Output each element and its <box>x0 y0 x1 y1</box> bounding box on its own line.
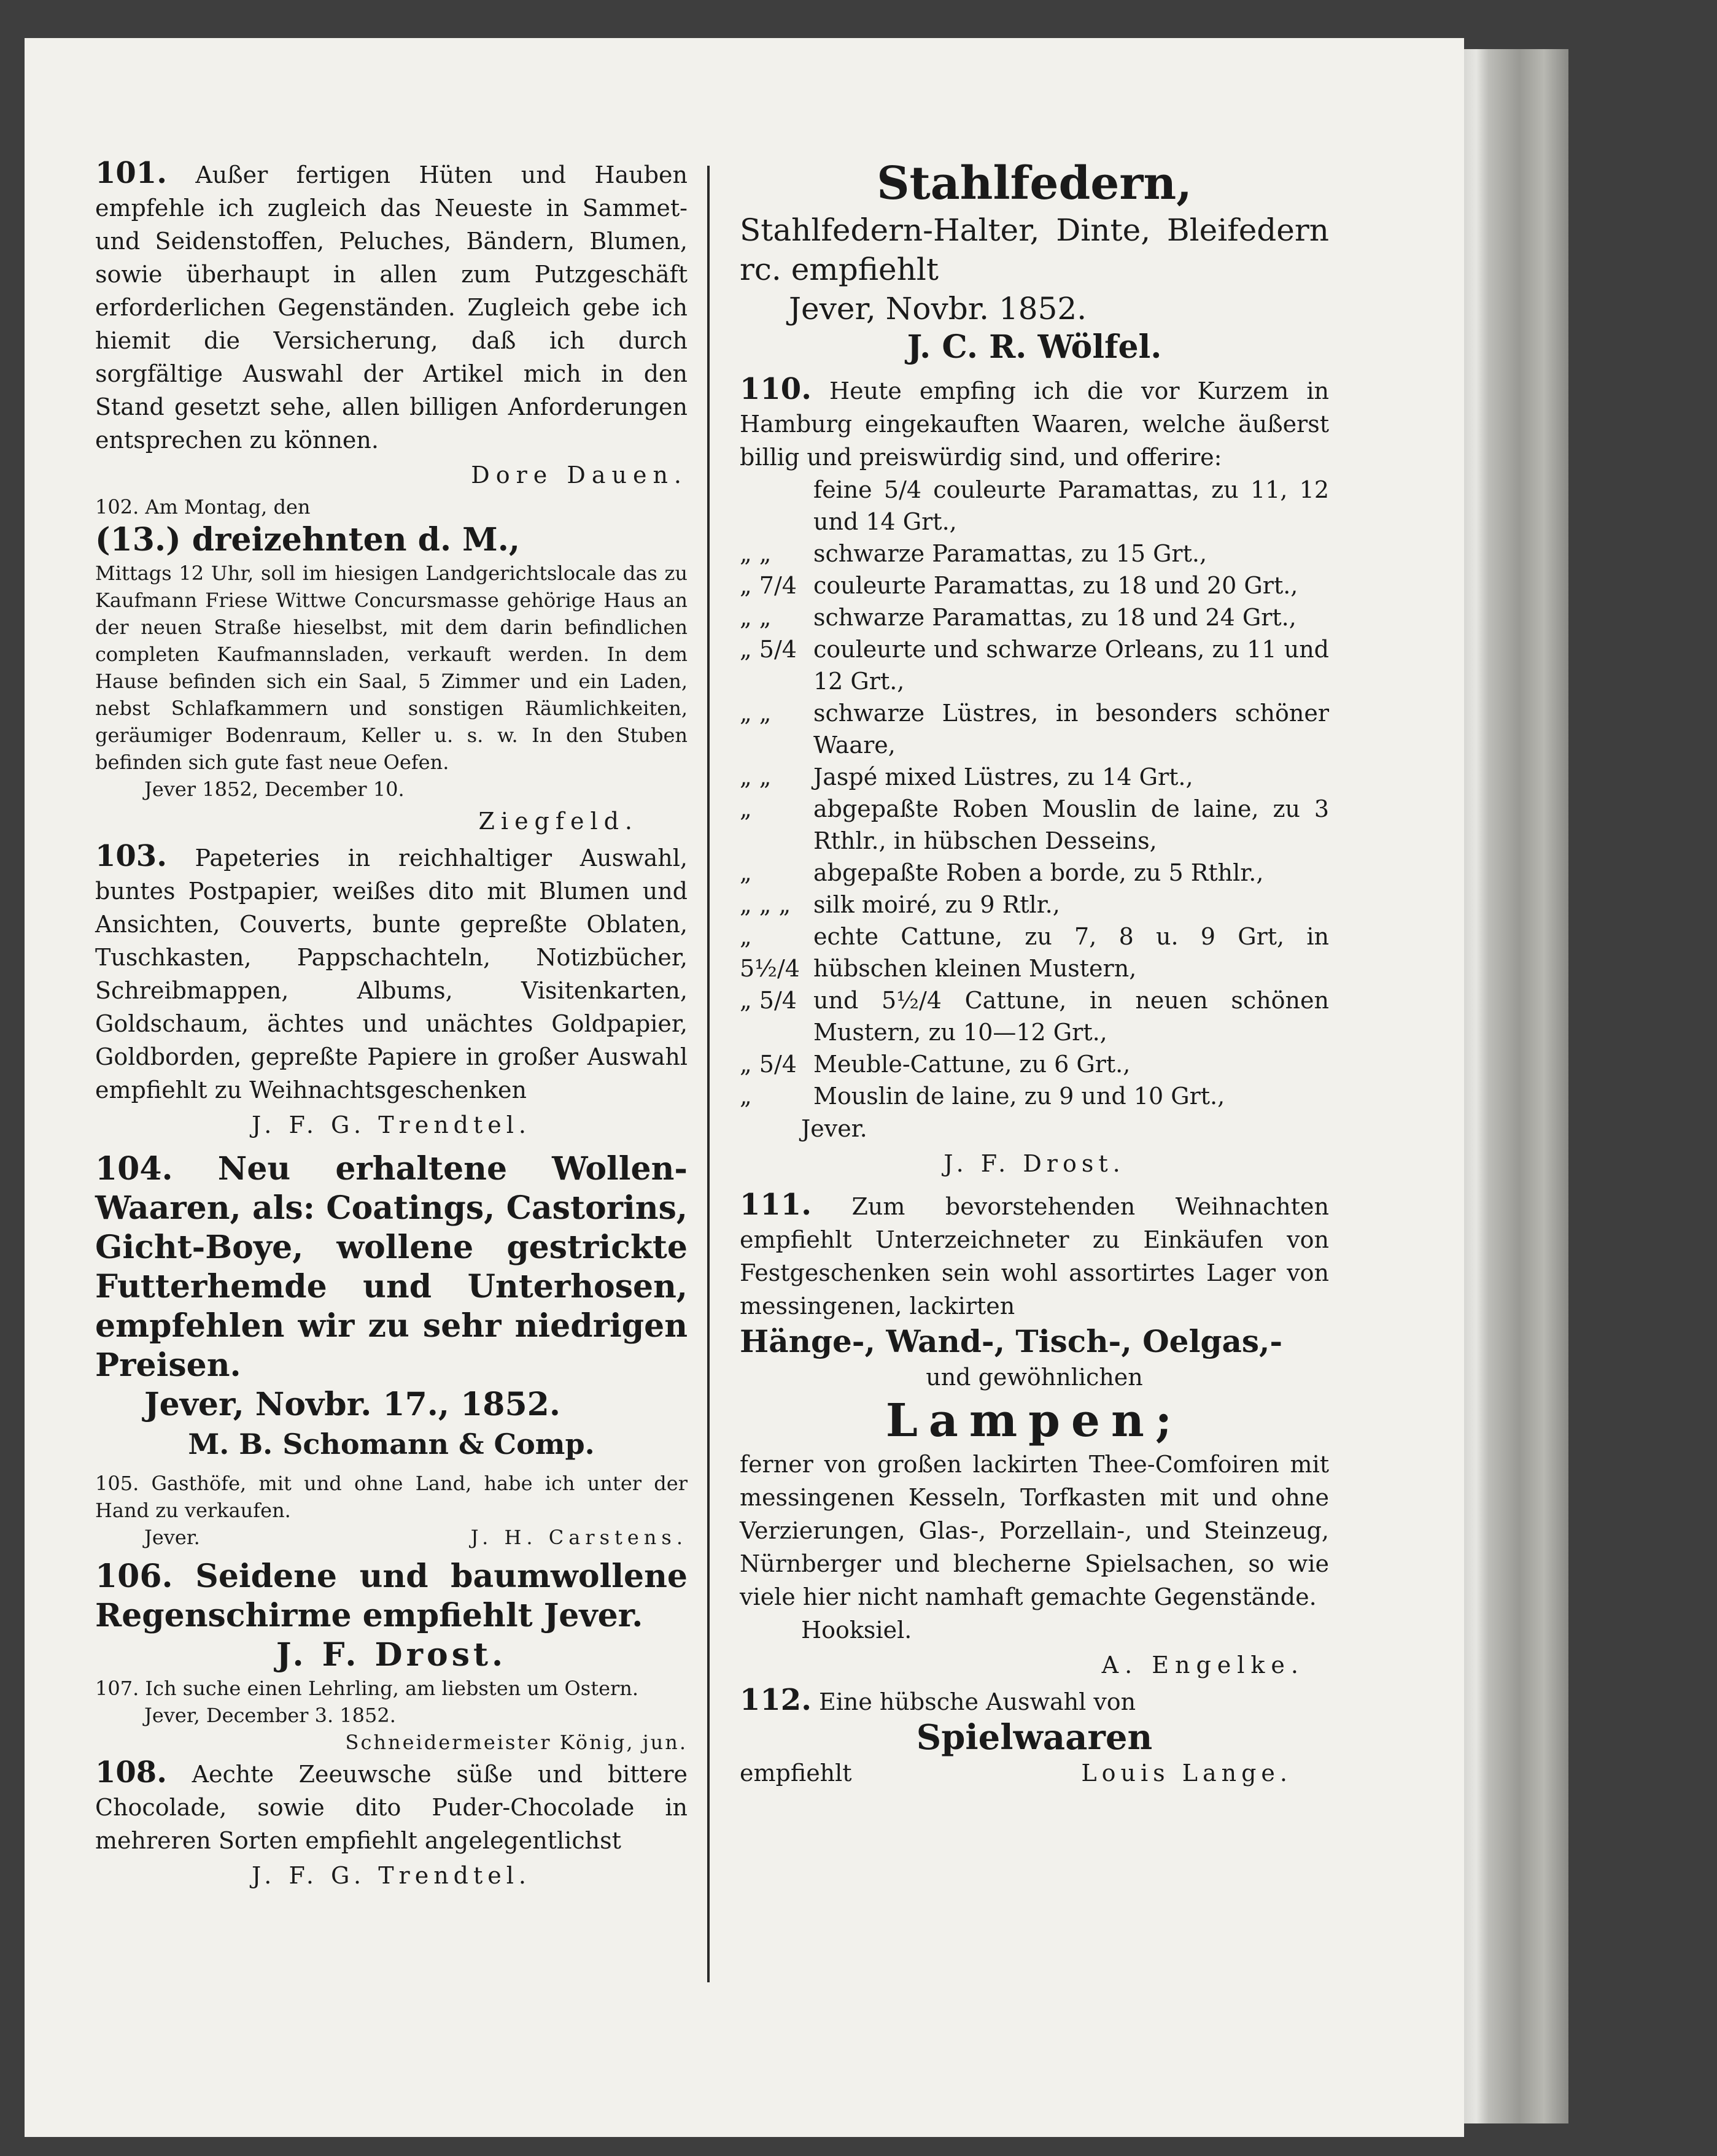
price-list-item <box>740 697 1329 761</box>
ad-112-intro <box>740 1683 1329 1718</box>
ad-number: 105. <box>95 1472 139 1495</box>
ad-109 <box>740 156 1329 366</box>
ad-number: 110. <box>740 372 812 406</box>
ditto-mark: „ „ <box>740 540 772 567</box>
price-list-item <box>740 921 1329 984</box>
ad-footer <box>95 1524 688 1551</box>
price-list-item-text: Jaspé mixed Lüstres, zu 14 Grt., <box>813 763 1193 790</box>
ad-text: Außer fertigen Hüten und Hauben empfehle ich zugleich das Neueste in Sammet- und Seidenstoffen, Peluches, Bändern, Blumen, sowie überhaupt in allen zum Putzgeschäft erforderlichen Gegenständen. Zugleich gebe ich hiemit die Versicherung, daß ich durch sorgfältige Auswahl der Artikel mich in den Stand gesetzt sehe, allen billigen Anforderungen entsprechen zu können. <box>95 161 688 454</box>
ad-signature: J. F. Drost. <box>276 1636 507 1674</box>
ditto-mark <box>740 474 813 538</box>
ad-date: Jever 1852, December 10. <box>144 778 405 801</box>
ad-103-body <box>95 840 688 1107</box>
ad-104 <box>95 1149 688 1464</box>
ditto-mark: „ 5/4 <box>740 1051 797 1078</box>
ad-105-body <box>95 1470 688 1524</box>
ditto-mark: „ „ <box>740 604 772 631</box>
ad-signature: Ziegfeld. <box>478 808 638 835</box>
price-list-item <box>740 761 1329 793</box>
ad-107-body <box>95 1675 688 1702</box>
price-list-item <box>740 1048 1329 1080</box>
price-list-item-text: feine 5/4 couleurte Paramattas, zu 11, 12 und 14 Grt., <box>813 476 1329 535</box>
price-list-item <box>740 889 1329 921</box>
page-edge-stack <box>1464 49 1568 2123</box>
ditto-mark: „ 5½/4 <box>740 923 800 982</box>
ad-mid: und gewöhnlichen <box>926 1364 1143 1391</box>
ad-number: 112. <box>740 1683 812 1717</box>
price-list-item-text: und 5½/4 Cattune, in neuen schönen Mustern, zu 10—12 Grt., <box>813 987 1329 1046</box>
ad-signature: J. C. R. Wölfel. <box>907 328 1162 366</box>
ad-place: Jever. <box>801 1115 867 1142</box>
price-list-item-text: couleurte Paramattas, zu 18 und 20 Grt., <box>813 572 1298 599</box>
ad-headline-2: Lampen; <box>885 1394 1184 1447</box>
price-list-item-text: silk moiré, zu 9 Rtlr., <box>813 891 1060 918</box>
ad-intro: Eine hübsche Auswahl von <box>819 1688 1136 1715</box>
ditto-mark: „ <box>740 859 752 886</box>
ad-text: Aechte Zeeuwsche süße und bittere Chocolade, sowie dito Puder-Chocolade in mehreren Sorten empfiehlt angelegentlichst <box>95 1761 688 1854</box>
ditto-mark: „ <box>740 795 752 822</box>
ad-headline: Spielwaaren <box>916 1717 1153 1758</box>
ad-102 <box>95 493 688 840</box>
ad-headline: (13.) dreizehnten d. M., <box>95 521 520 558</box>
ad-signature: J. H. Carstens. <box>470 1526 688 1549</box>
ad-107 <box>95 1675 688 1756</box>
ad-111-body <box>740 1188 1329 1323</box>
ad-intro: Heute empfing ich die vor Kurzem in Hamburg eingekauften Waaren, welche äußerst billig und preiswürdig sind, und offerire: <box>740 377 1329 471</box>
ad-text: Seidene und baumwollene Regenschirme empfiehlt Jever. <box>95 1558 688 1634</box>
price-list-item-text: abgepaßte Roben Mouslin de laine, zu 3 Rthlr., in hübschen Desseins, <box>813 795 1329 854</box>
ad-103 <box>95 840 688 1143</box>
ditto-mark: „ 5/4 <box>740 987 797 1014</box>
ditto-mark: „ 7/4 <box>740 572 797 599</box>
ditto-mark: „ 5/4 <box>740 636 797 663</box>
ad-date: Jever, December 3. 1852. <box>144 1704 396 1727</box>
ad-text: Neu erhaltene Wollen-Waaren, als: Coatings, Castorins, Gicht-Boye, wollene gestrickte Futterhemde und Unterhosen, empfehlen wir zu sehr niedrigen Preisen. <box>95 1150 688 1384</box>
price-list-item-text: couleurte und schwarze Orleans, zu 11 und 12 Grt., <box>813 636 1329 695</box>
price-list-item <box>740 538 1329 570</box>
ad-text: Gasthöfe, mit und ohne Land, habe ich unter der Hand zu verkaufen. <box>95 1472 688 1522</box>
right-column <box>740 156 1329 1790</box>
ditto-mark: „ „ <box>740 700 772 727</box>
price-list-item <box>740 1080 1329 1112</box>
ad-text: Mittags 12 Uhr, soll im hiesigen Landgerichtslocale das zu Kaufmann Friese Wittwe Concursmasse gehörige Haus an der neuen Straße hieselbst, mit dem darin befindlichen completen Kaufmannsladen, verkauft werden. In dem Hause befinden sich ein Saal, 5 Zimmer und ein Laden, nebst Schlafkammern und sonstigen Räumlichkeiten, geräumiger Bodenraum, Keller u. s. w. In den Stuben befinden sich gute fast neue Oefen. <box>95 562 688 774</box>
price-list-item-text: schwarze Paramattas, zu 18 und 24 Grt., <box>813 604 1296 631</box>
column-divider <box>707 166 710 1982</box>
ad-text-2: ferner von großen lackirten Thee-Comfoiren mit messingenen Kesseln, Torfkasten mit und ohne Verzierungen, Glas-, Porzellain-, und Steinzeug, Nürnberger und blecherne Spielsachen, so wie viele hier nicht namhaft gemachte Gegenstände. <box>740 1451 1329 1610</box>
ad-110 <box>740 373 1329 1182</box>
price-list-item-text: schwarze Paramattas, zu 15 Grt., <box>813 540 1207 567</box>
ad-signature: A. Engelke. <box>1101 1652 1304 1679</box>
price-list-item-text: echte Cattune, zu 7, 8 u. 9 Grt, in hübschen kleinen Mustern, <box>813 923 1329 982</box>
ditto-mark: „ <box>740 1083 752 1110</box>
ad-number: 108. <box>95 1755 167 1790</box>
ad-signature: Dore Dauen. <box>471 462 688 489</box>
ad-headline: Stahlfedern, <box>877 157 1192 210</box>
ad-number: 102. <box>95 495 139 519</box>
ad-signature: J. F. Drost. <box>944 1150 1125 1177</box>
ad-105 <box>95 1470 688 1551</box>
price-list-item <box>740 474 1329 538</box>
price-list-item <box>740 633 1329 697</box>
ad-number: 111. <box>740 1188 812 1222</box>
ad-headline-1: Hänge-, Wand-, Tisch-, Oelgas,- <box>740 1323 1283 1359</box>
ad-106 <box>95 1557 688 1675</box>
ad-101-body <box>95 156 688 457</box>
price-list-item <box>740 857 1329 889</box>
price-list-item-text: Meuble-Cattune, zu 6 Grt., <box>813 1051 1131 1078</box>
ad-number: 101. <box>95 156 167 190</box>
ad-text: Stahlfedern-Halter, Dinte, Bleifedern rc. empfiehlt <box>740 212 1329 287</box>
ditto-mark: „ „ „ <box>740 891 791 918</box>
ad-106-body <box>95 1557 688 1636</box>
ad-text: Ich suche einen Lehrling, am liebsten um Ostern. <box>145 1677 639 1700</box>
price-list-item-text: Mouslin de laine, zu 9 und 10 Grt., <box>813 1083 1225 1110</box>
ad-footer <box>740 1756 1329 1790</box>
ad-text: Papeteries in reichhaltiger Auswahl, buntes Postpapier, weißes dito mit Blumen und Ansichten, Couverts, bunte gepreßte Oblaten, Tuschkasten, Pappschachteln, Notizbücher, Schreibmappen, Albums, Visitenkarten, Goldschaum, ächtes und unächtes Goldpapier, Goldborden, gepreßte Papiere in großer Auswahl empfiehlt zu Weihnachtsgeschenken <box>95 844 688 1103</box>
ad-number: 106. <box>95 1558 173 1595</box>
ad-signature: Schneidermeister König, jun. <box>345 1731 688 1754</box>
left-column <box>95 156 688 1894</box>
ad-number: 104. <box>95 1150 173 1188</box>
price-list-item <box>740 984 1329 1048</box>
ad-signature: M. B. Schomann & Comp. <box>188 1428 595 1461</box>
price-list-item <box>740 601 1329 633</box>
ad-101 <box>95 156 688 493</box>
ad-place: Jever. <box>144 1526 200 1549</box>
ad-number: 107. <box>95 1677 139 1700</box>
ad-number: 103. <box>95 839 167 873</box>
ad-date: Jever, Novbr. 17., 1852. <box>144 1386 560 1423</box>
ad-text: empfiehlt <box>740 1760 852 1787</box>
ad-102-intro <box>95 493 688 520</box>
price-list-item <box>740 793 1329 857</box>
ad-intro: Am Montag, den <box>145 495 311 519</box>
ad-signature: Louis Lange. <box>1081 1760 1292 1787</box>
ad-signature: J. F. G. Trendtel. <box>252 1111 531 1138</box>
ad-text: Zum bevorstehenden Weihnachten empfiehlt Unterzeichneter zu Einkäufen von Festgeschenken sein wohl assortirtes Lager von messingenen, lackirten <box>740 1193 1329 1319</box>
ad-104-body <box>95 1149 688 1385</box>
ad-112 <box>740 1683 1329 1790</box>
ad-date: Jever, Novbr. 1852. <box>789 291 1087 326</box>
ad-signature: J. F. G. Trendtel. <box>252 1862 531 1889</box>
price-list-item <box>740 570 1329 601</box>
price-list-item-text: abgepaßte Roben a borde, zu 5 Rthlr., <box>813 859 1264 886</box>
ad-place: Hooksiel. <box>801 1617 912 1644</box>
ad-108-body <box>95 1756 688 1857</box>
ditto-mark: „ „ <box>740 763 772 790</box>
ad-110-intro <box>740 373 1329 474</box>
price-list-item-text: schwarze Lüstres, in besonders schöner Waare, <box>813 700 1329 759</box>
ad-111 <box>740 1188 1329 1683</box>
ad-108 <box>95 1756 688 1894</box>
price-list <box>740 474 1329 1112</box>
